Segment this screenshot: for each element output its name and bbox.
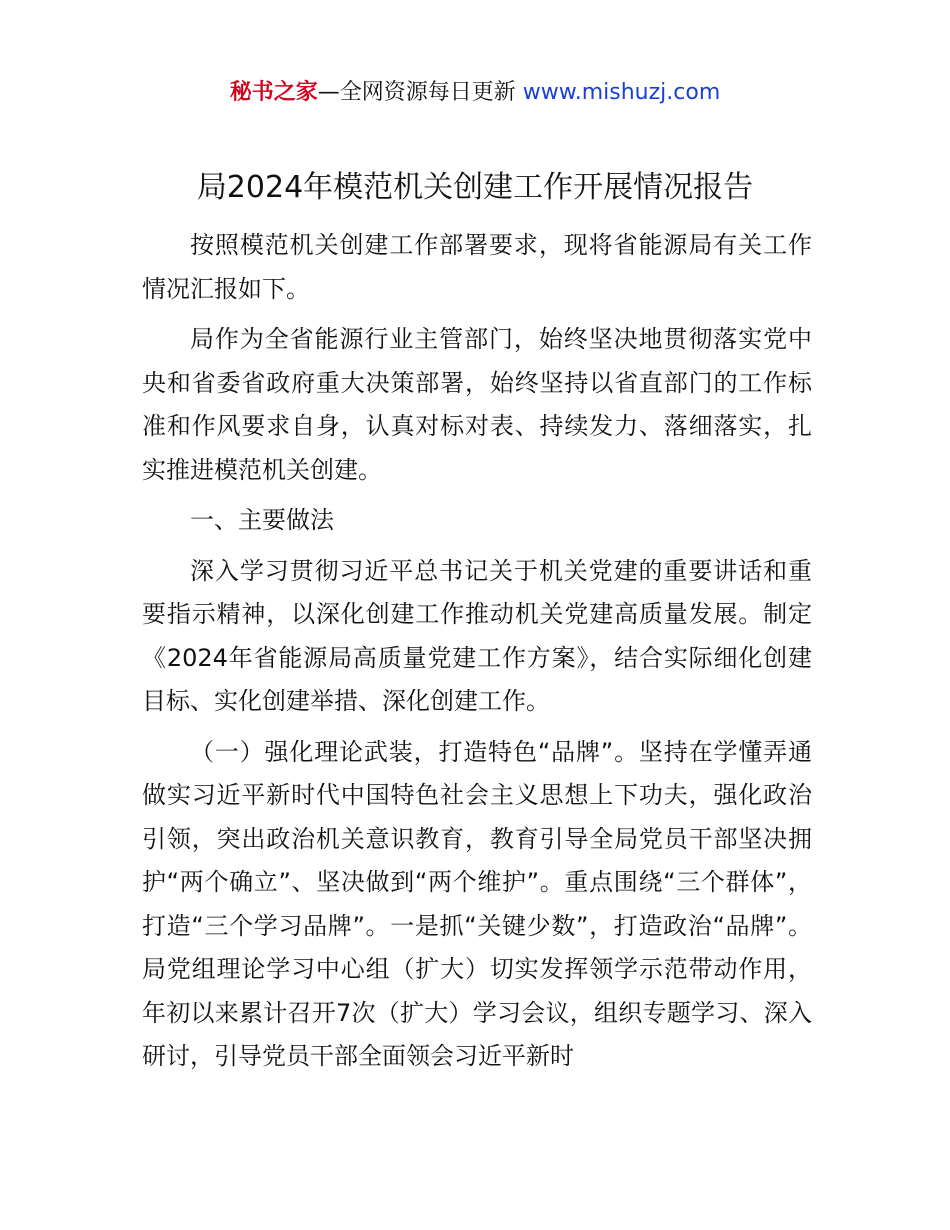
site-header xyxy=(0,78,950,108)
paragraph-intro: 按照模范机关创建工作部署要求，现将省能源局有关工作情况汇报如下。 xyxy=(142,231,812,303)
brand-name: 秘书之家 xyxy=(229,80,318,105)
paragraph-theory: （一）强化理论武装，打造特色“品牌”。坚持在学懂弄通做实习近平新时代中国特色社会主义思想上下功夫，强化政治引领，突出政治机关意识教育，教育引导全局党员干部坚决拥护“两个确立”、坚决做到“两个维护”。重点围绕“三个群体”，打造“三个学习品牌”。一是抓“关键少数”，打造政治“品牌”。局党组理论学习中心组（扩大）切实发挥领学示范带动作用，年初以来累计召开7次（扩大）学习会议，组织专题学习、深入研讨，引导党员干部全面领会习近平新时 xyxy=(142,737,812,1070)
document-title: 局2024年模范机关创建工作开展情况报告 xyxy=(196,170,754,205)
document-body xyxy=(142,224,812,1086)
paragraph-overview: 局作为全省能源行业主管部门，始终坚决地贯彻落实党中央和省委省政府重大决策部署，始终坚持以省直部门的工作标准和作风要求自身，认真对标对表、持续发力、落细落实，扎实推进模范机关创建。 xyxy=(142,325,812,484)
paragraph-main-practice: 深入学习贯彻习近平总书记关于机关党建的重要讲话和重要指示精神，以深化创建工作推动机关党建高质量发展。制定《2024年省能源局高质量党建工作方案》，结合实际细化创建目标、实化创建举措、深化创建工作。 xyxy=(142,556,812,715)
site-url[interactable]: www.mishuzj.com xyxy=(522,80,721,105)
header-tagline: —全网资源每日更新 xyxy=(317,80,523,105)
section-heading: 一、主要做法 xyxy=(190,506,334,534)
